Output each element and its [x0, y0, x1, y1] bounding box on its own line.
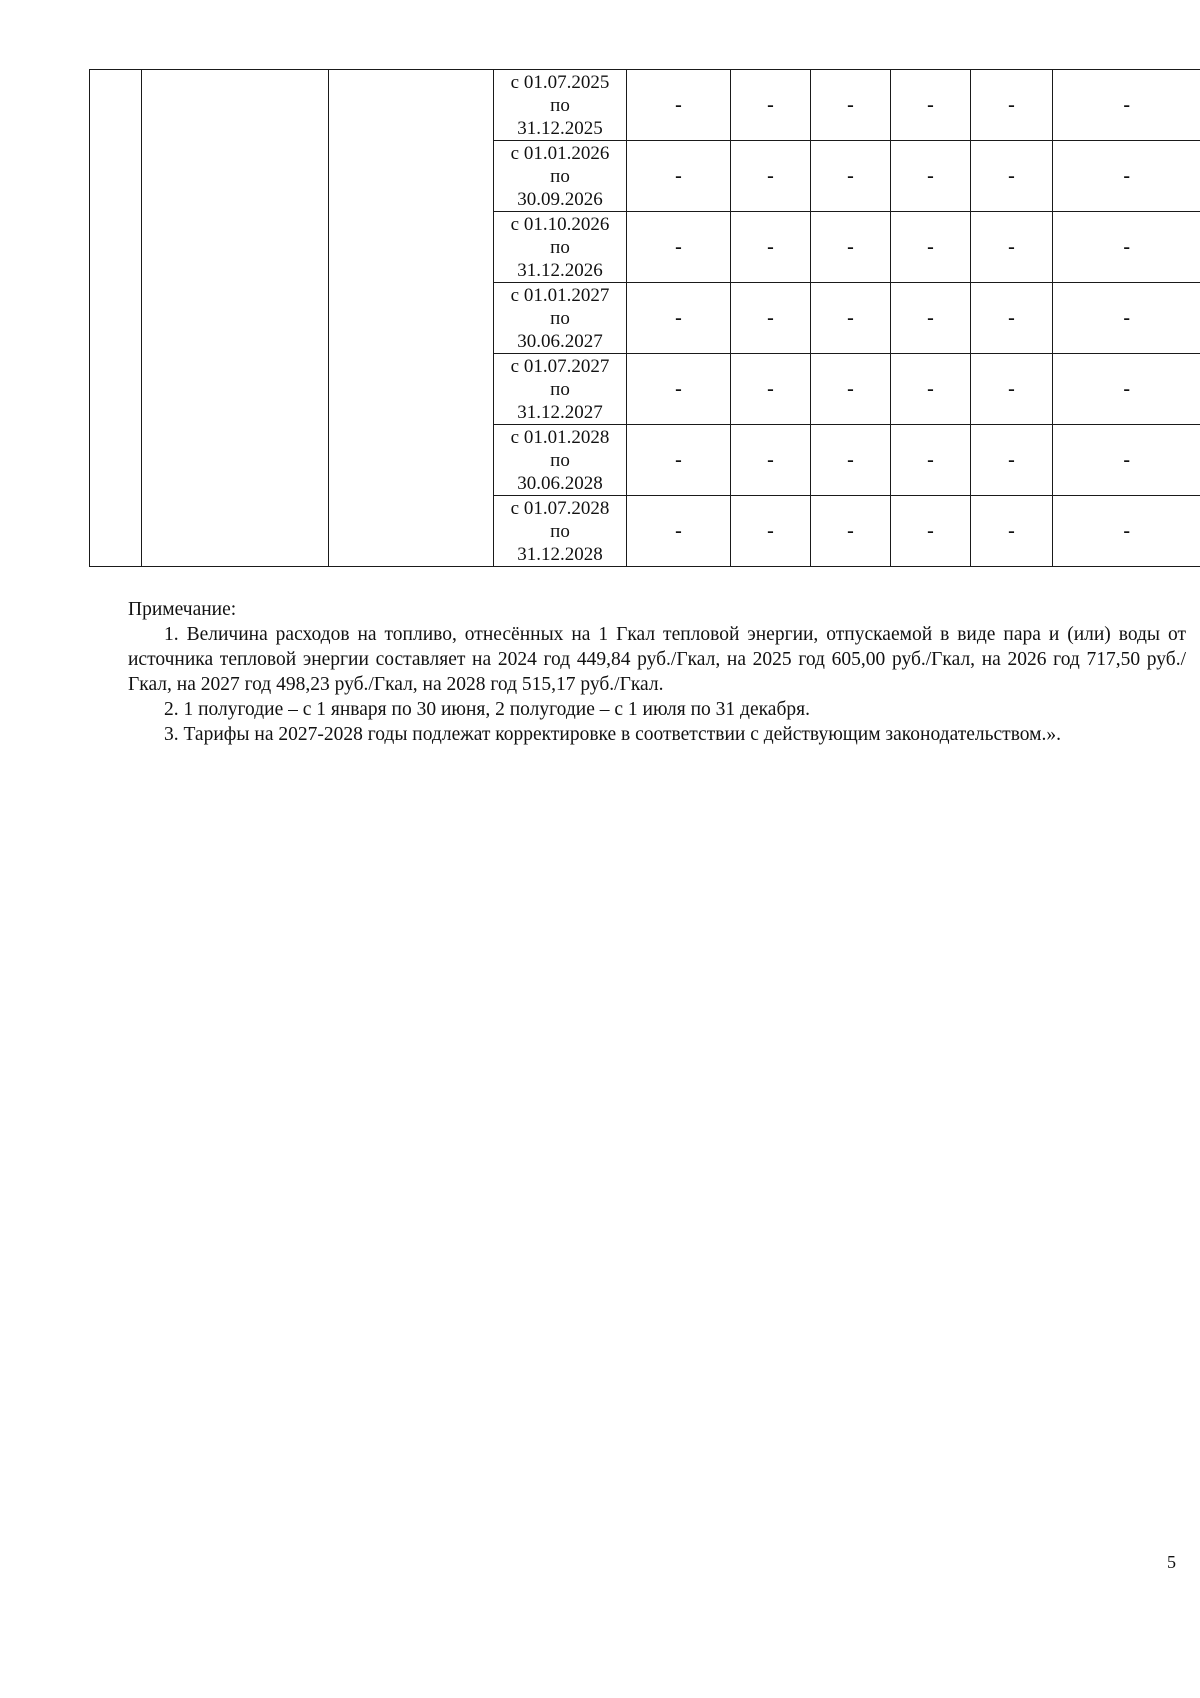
period-cell — [494, 354, 627, 425]
value-cell: - — [971, 425, 1053, 496]
tariff-table-body — [90, 70, 1200, 567]
value-cell: - — [1053, 425, 1200, 496]
value-cell: - — [811, 283, 891, 354]
value-cell: - — [891, 141, 971, 212]
period-sep: по — [550, 165, 570, 187]
notes-section — [128, 597, 1186, 747]
period-cell — [494, 425, 627, 496]
value-cell: - — [891, 354, 971, 425]
period-sep: по — [550, 236, 570, 258]
value-cell: - — [971, 354, 1053, 425]
period-start: с 01.07.2025 — [510, 71, 610, 93]
period-cell — [494, 141, 627, 212]
value-cell: - — [971, 212, 1053, 283]
period-start: с 01.01.2027 — [510, 284, 610, 306]
value-cell: - — [811, 425, 891, 496]
period-sep: по — [550, 307, 570, 329]
organization-cell — [142, 70, 329, 567]
tariff-type-cell — [329, 70, 494, 567]
value-cell: - — [1053, 283, 1200, 354]
note-item: 3. Тарифы на 2027-2028 годы подлежат корректировке в соответствии с действующим законодательством.». — [164, 724, 1061, 745]
value-cell: - — [891, 70, 971, 141]
period-cell — [494, 70, 627, 141]
note-item: 2. 1 полугодие – с 1 января по 30 июня, 2 полугодие – с 1 июля по 31 декабря. — [164, 699, 810, 720]
value-cell: - — [971, 141, 1053, 212]
tariff-table — [89, 69, 1200, 567]
value-cell: - — [891, 212, 971, 283]
value-cell: - — [891, 496, 971, 567]
period-cell — [494, 283, 627, 354]
value-cell: - — [1053, 212, 1200, 283]
value-cell: - — [1053, 496, 1200, 567]
period-cell — [494, 212, 627, 283]
period-start: с 01.01.2026 — [510, 142, 610, 164]
notes-heading: Примечание: — [128, 599, 237, 620]
value-cell: - — [731, 141, 811, 212]
value-cell: - — [731, 354, 811, 425]
period-end: 30.06.2027 — [517, 330, 603, 352]
value-cell: - — [1053, 70, 1200, 141]
period-end: 31.12.2027 — [517, 401, 603, 423]
value-cell: - — [627, 283, 731, 354]
value-cell: - — [731, 496, 811, 567]
period-sep: по — [550, 449, 570, 471]
value-cell: - — [731, 70, 811, 141]
value-cell: - — [971, 70, 1053, 141]
period-end: 31.12.2026 — [517, 259, 603, 281]
period-end: 31.12.2028 — [517, 543, 603, 565]
value-cell: - — [971, 283, 1053, 354]
period-end: 31.12.2025 — [517, 117, 603, 139]
value-cell: - — [811, 141, 891, 212]
value-cell: - — [811, 496, 891, 567]
value-cell: - — [627, 212, 731, 283]
value-cell: - — [731, 212, 811, 283]
value-cell: - — [811, 354, 891, 425]
period-start: с 01.10.2026 — [510, 213, 610, 235]
value-cell: - — [627, 141, 731, 212]
value-cell: - — [627, 425, 731, 496]
value-cell: - — [971, 496, 1053, 567]
row-number-cell — [90, 70, 142, 567]
value-cell: - — [731, 283, 811, 354]
period-start: с 01.07.2028 — [510, 497, 610, 519]
value-cell: - — [1053, 141, 1200, 212]
period-start: с 01.07.2027 — [510, 355, 610, 377]
period-cell — [494, 496, 627, 567]
period-end: 30.09.2026 — [517, 188, 603, 210]
period-sep: по — [550, 94, 570, 116]
value-cell: - — [811, 212, 891, 283]
period-end: 30.06.2028 — [517, 472, 603, 494]
period-sep: по — [550, 520, 570, 542]
value-cell: - — [627, 70, 731, 141]
value-cell: - — [891, 425, 971, 496]
note-item: 1. Величина расходов на топливо, отнесённых на 1 Гкал тепловой энергии, отпускаемой в виде пара и (или) воды от источника тепловой энергии составляет на 2024 год 449,84 руб./Гкал, на 2025 год 605,00 руб./Гкал, на 2026 год 717,50 руб./Гкал, на 2027 год 498,23 руб./Гкал, на 2028 год 515,17 руб./Гкал. — [128, 624, 1186, 695]
period-sep: по — [550, 378, 570, 400]
value-cell: - — [891, 283, 971, 354]
value-cell: - — [627, 354, 731, 425]
table-row — [90, 70, 1200, 141]
period-start: с 01.01.2028 — [510, 426, 610, 448]
value-cell: - — [1053, 354, 1200, 425]
value-cell: - — [811, 70, 891, 141]
page-number: 5 — [1167, 1552, 1176, 1572]
value-cell: - — [731, 425, 811, 496]
value-cell: - — [627, 496, 731, 567]
